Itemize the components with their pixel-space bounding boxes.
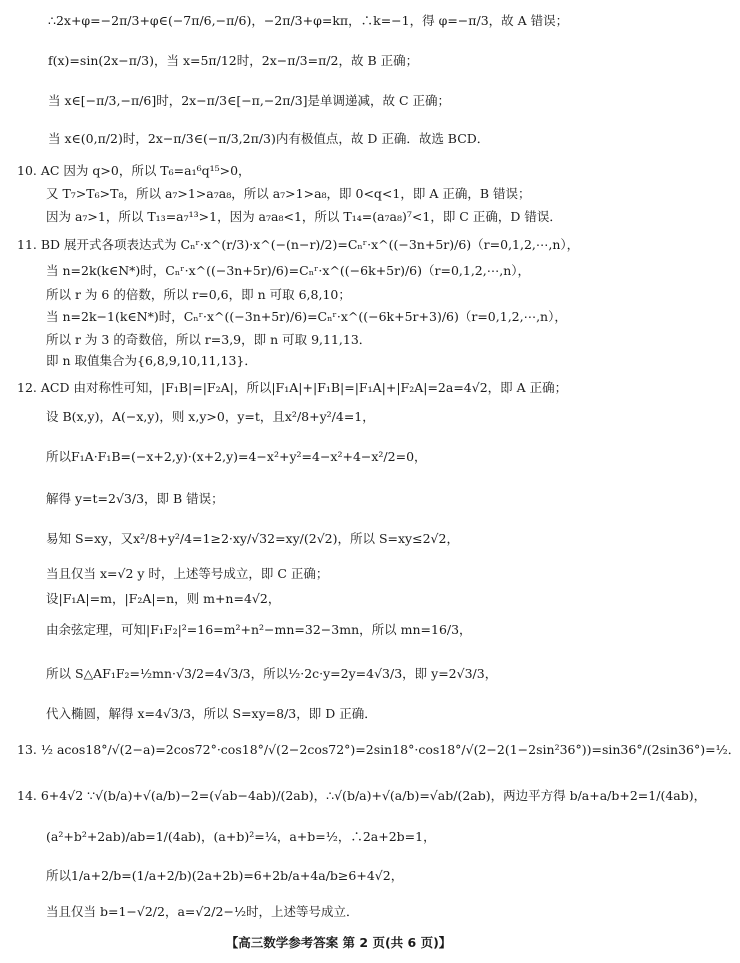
text-line: 设|F₁A|=m，|F₂A|=n，则 m+n=4√2， [46,591,281,606]
text-line: 设 B(x,y)，A(−x,y)，则 x,y>0，y=t，且x²/8+y²/4=1， [46,409,375,424]
text-line: ∴2x+φ=−2π/3+φ∈(−7π/6,−π/6)，−2π/3+φ=kπ，∴k=−1，得 φ=−π/3，故 A 错误； [48,13,569,28]
question-14-head: 14. 6+4√2 ∵√(b/a)+√(a/b)−2=(√ab−4ab)/(2ab)，∴√(b/a)+√(a/b)=√ab/(2ab)，两边平方得 b/a+a/b+2=1/(4ab)， [17,788,707,803]
text-line: 所以 r 为 6 的倍数，所以 r=0,6，即 n 可取 6,8,10； [46,287,351,302]
question-13-head: 13. ½ acos18°/√(2−a)=2cos72°·cos18°/√(2−2cos72°)=2sin18°·cos18°/√(2−2(1−2sin²36°))=sin36°/(2sin36°)=½． [17,742,740,757]
text-line: 解得 y=t=2√3/3，即 B 错误； [46,491,224,506]
text-line: 当 n=2k(k∈N*)时，Cₙʳ·x^((−3n+5r)/6)=Cₙʳ·x^((−6k+5r)/6)（r=0,1,2,⋯,n）， [46,263,531,278]
page-footer: 【高三数学参考答案 第 2 页(共 6 页)】 [225,935,452,950]
text-line: 由余弦定理，可知|F₁F₂|²=16=m²+n²−mn=32−3mn，所以 mn=16/3， [46,622,472,637]
text-line: 所以 r 为 3 的奇数倍，所以 r=3,9，即 n 可取 9,11,13． [46,332,372,347]
text-line: (a²+b²+2ab)/ab=1/(4ab)，(a+b)²=¼，a+b=½，∴2a+2b=1， [46,829,436,844]
text-line: 当 n=2k−1(k∈N*)时，Cₙʳ·x^((−3n+5r)/6)=Cₙʳ·x^((−6k+5r+3)/6)（r=0,1,2,⋯,n）， [46,309,567,324]
text-line: 即 n 取值集合为{6,8,9,10,11,13}． [46,353,257,368]
text-line: 代入椭圆，解得 x=4√3/3，所以 S=xy=8/3，即 D 正确． [46,706,377,721]
question-12-head: 12. ACD 由对称性可知，|F₁B|=|F₂A|，所以|F₁A|+|F₁B|=|F₁A|+|F₂A|=2a=4√2，即 A 正确； [17,380,568,395]
text-line: 当且仅当 b=1−√2/2，a=√2/2−½时，上述等号成立． [46,904,359,919]
text-line: 当且仅当 x=√2 y 时，上述等号成立，即 C 正确； [46,566,329,581]
text-line: 当 x∈(0,π/2)时，2x−π/3∈(−π/3,2π/3)内有极值点，故 D 正确．故选 BCD． [48,131,490,146]
text-line: 又 T₇>T₆>T₈，所以 a₇>1>a₇a₈，所以 a₇>1>a₈，即 0<q<1，即 A 正确，B 错误； [46,186,531,201]
text-line: 易知 S=xy，又x²/8+y²/4=1≥2·xy/√32=xy/(2√2)，所以 S=xy≤2√2， [46,531,459,546]
question-11-head: 11. BD 展开式各项表达式为 Cₙʳ·x^(r/3)·x^(−(n−r)/2)=Cₙʳ·x^((−3n+5r)/6)（r=0,1,2,⋯,n）， [17,237,580,252]
text-line: 所以 S△AF₁F₂=½mn·√3/2=4√3/3，所以½·2c·y=2y=4√3/3，即 y=2√3/3， [46,666,498,681]
text-line: 所以1/a+2/b=(1/a+2/b)(2a+2b)=6+2b/a+4a/b≥6+4√2， [46,868,404,883]
question-10-head: 10. AC 因为 q>0，所以 T₆=a₁⁶q¹⁵>0， [17,163,251,178]
text-line: f(x)=sin(2x−π/3)，当 x=5π/12时，2x−π/3=π/2，故 B 正确； [48,53,419,68]
text-line: 当 x∈[−π/3,−π/6]时，2x−π/3∈[−π,−2π/3]是单调递减，故 C 正确； [48,93,451,108]
text-line: 因为 a₇>1，所以 T₁₃=a₇¹³>1，因为 a₇a₈<1，所以 T₁₄=(a₇a₈)⁷<1，即 C 正确，D 错误． [46,209,562,224]
text-line: 所以F₁A·F₁B=(−x+2,y)·(x+2,y)=4−x²+y²=4−x²+4−x²/2=0， [46,449,427,464]
